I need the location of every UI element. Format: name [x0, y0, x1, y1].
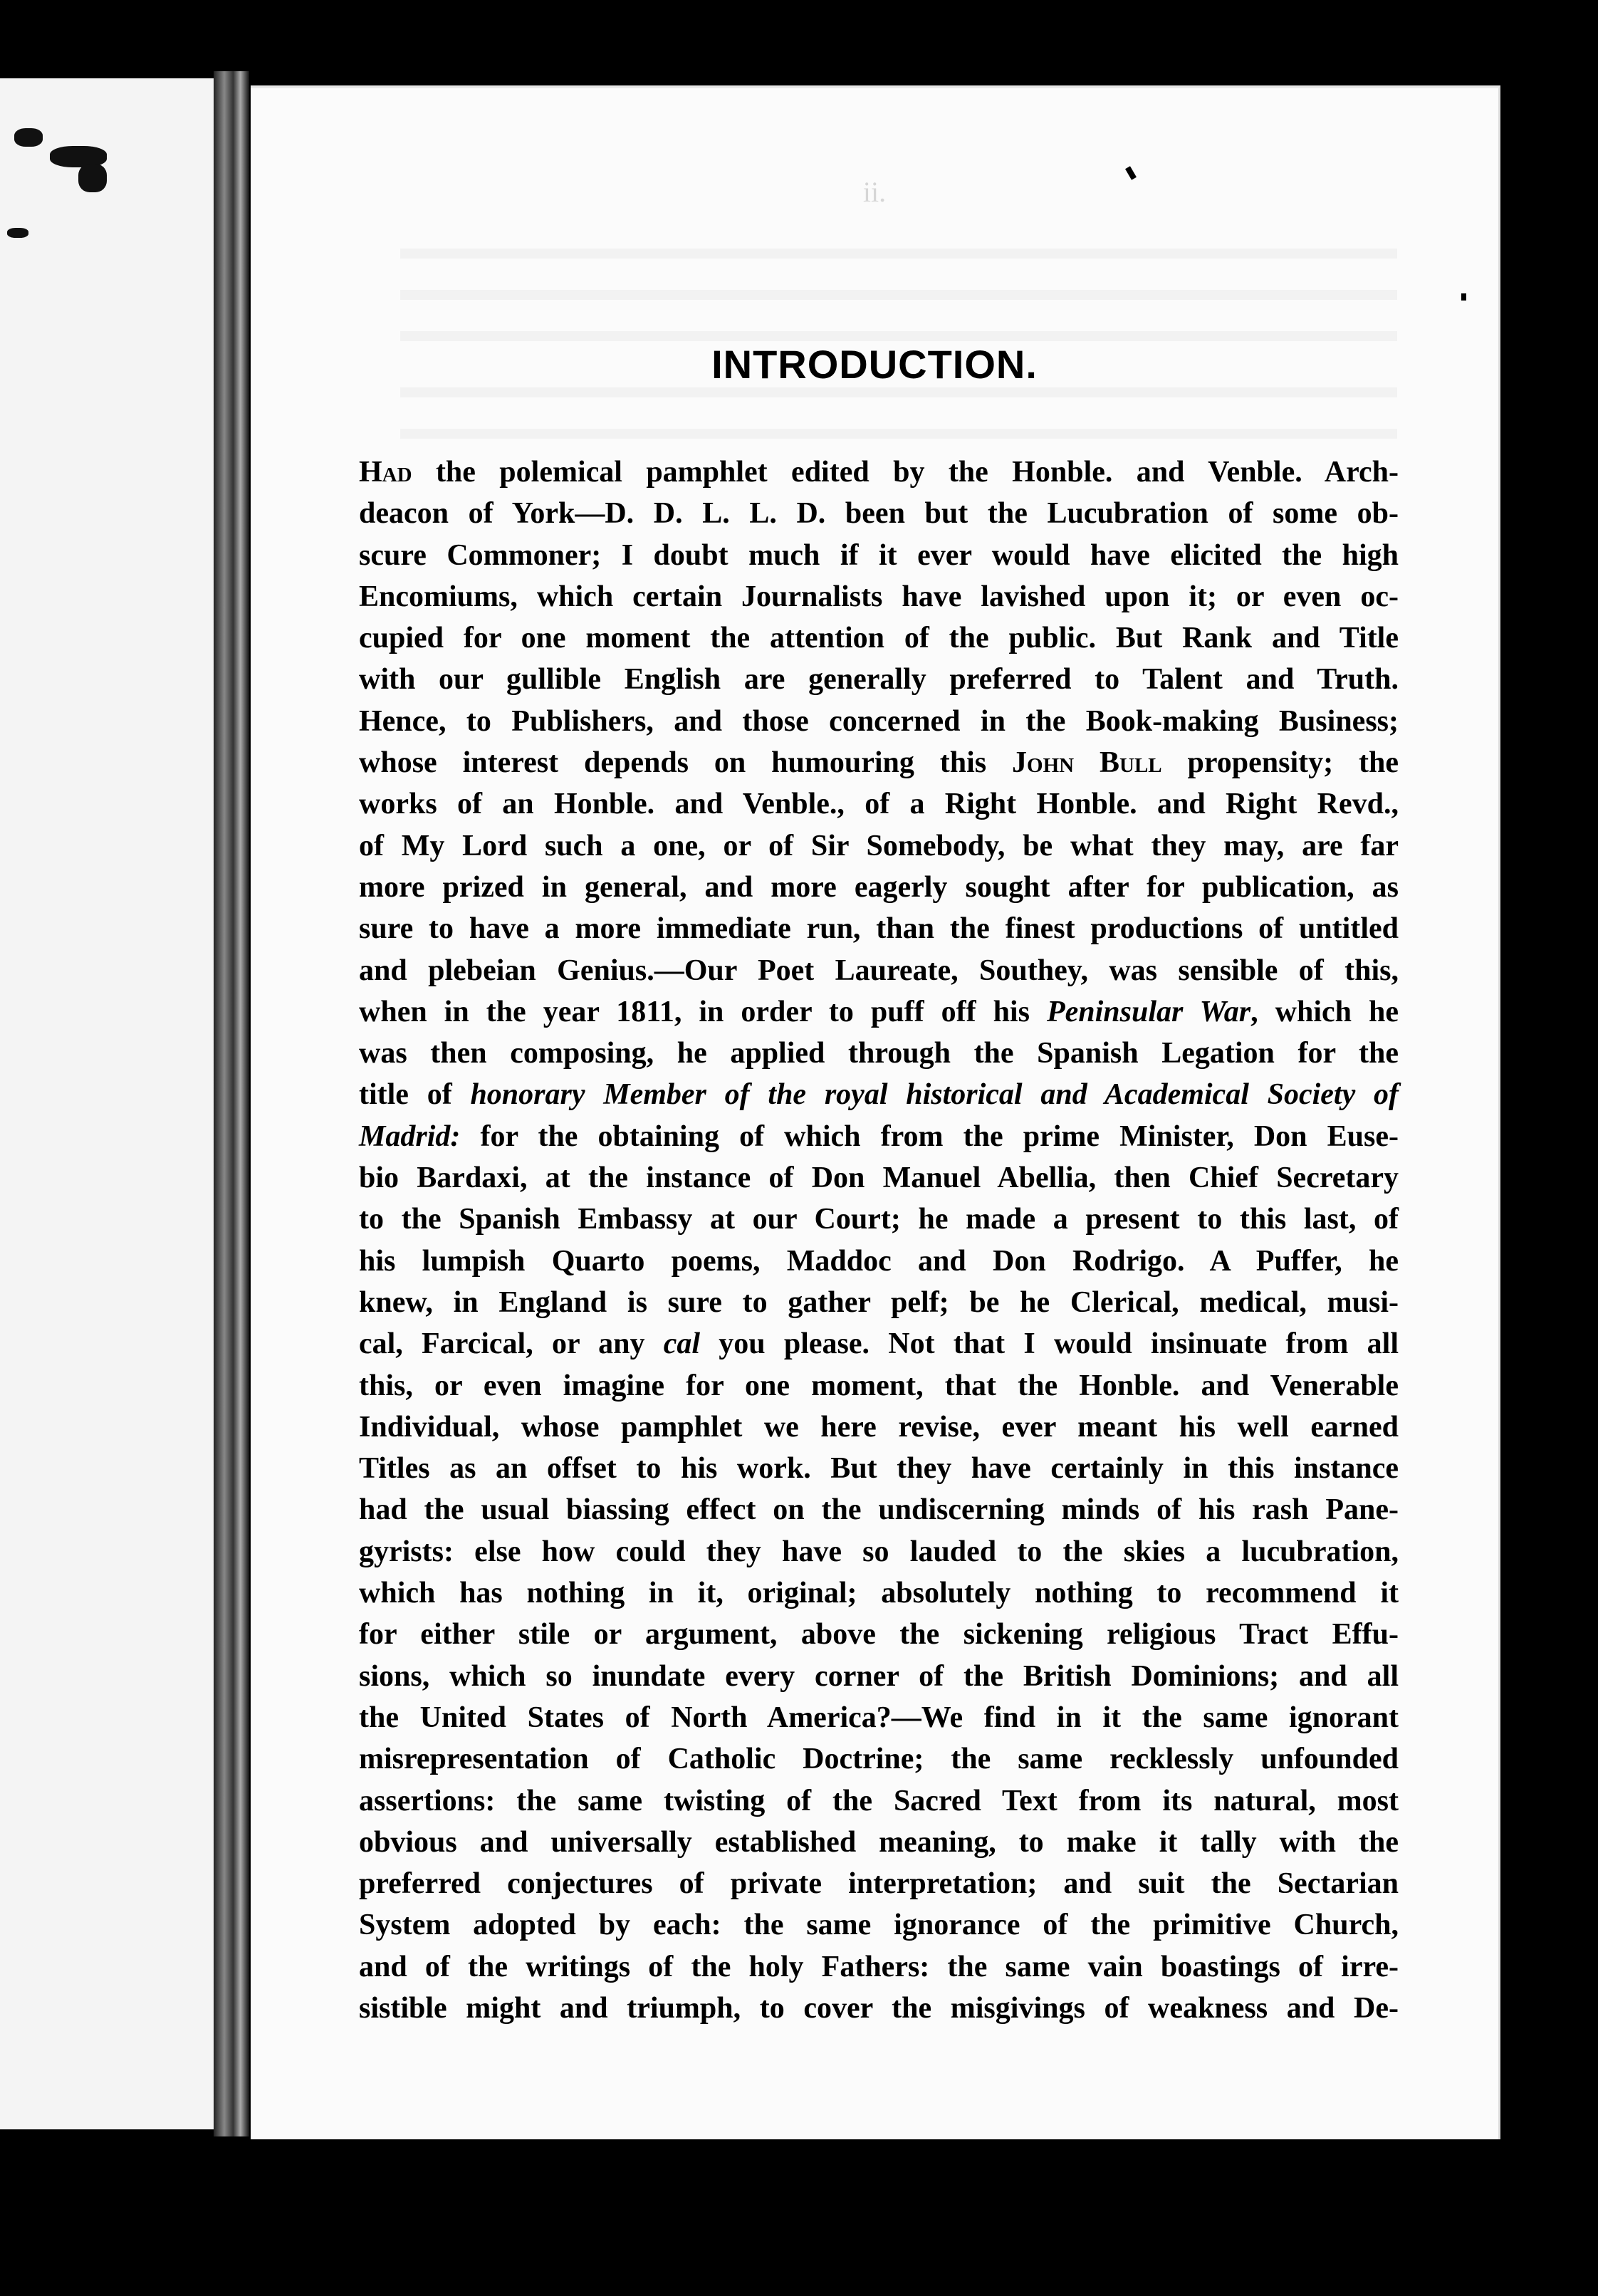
- text-run: his lumpish Quarto poems, Maddoc and Don Rodrigo. A Puffer, he: [359, 1244, 1399, 1278]
- text-line: [359, 1365, 1399, 1407]
- faint-page-number: ii.: [862, 176, 887, 208]
- body-text: [359, 452, 1399, 2029]
- text-line: [359, 1738, 1399, 1780]
- text-run: you please. Not that I would insinuate from all: [700, 1327, 1399, 1361]
- text-run: misrepresentation of Catholic Doctrine; the same recklessly unfounded: [359, 1743, 1399, 1776]
- show-through-text: [400, 331, 1397, 341]
- text-run: title of: [359, 1078, 471, 1112]
- text-line: [359, 701, 1399, 742]
- text-line: [359, 1572, 1399, 1614]
- show-through-text: [400, 249, 1397, 259]
- dropcap-text-run: Had: [359, 456, 412, 489]
- text-run: to the Spanish Embassy at our Court; he made a present to this last, of: [359, 1203, 1399, 1236]
- text-line: [359, 452, 1399, 493]
- text-line: [359, 1988, 1399, 2029]
- text-run: Hence, to Publishers, and those concerned in the Book-making Business;: [359, 704, 1399, 738]
- ink-blot: [7, 228, 28, 238]
- smallcaps-text-run: John Bull: [1012, 746, 1162, 780]
- text-run: when in the year 1811, in order to puff off his: [359, 995, 1047, 1028]
- show-through-text: [400, 290, 1397, 300]
- text-run: scure Commoner; I doubt much if it ever would have elicited the high: [359, 538, 1399, 572]
- text-run: , which he: [1250, 995, 1399, 1028]
- text-run: whose interest depends on humouring this: [359, 746, 1013, 780]
- text-line: [359, 1489, 1399, 1530]
- italic-text-run: Peninsular War: [1046, 995, 1251, 1028]
- text-run: Titles as an offset to his work. But they have certainly in this instance: [359, 1452, 1399, 1486]
- text-run: gyrists: else how could they have so lauded to the skies a lucubration,: [359, 1535, 1399, 1568]
- text-run: and plebeian Genius.—Our Poet Laureate, Southey, was sensible of this,: [359, 954, 1399, 987]
- text-run: cal, Farcical, or any: [359, 1327, 664, 1361]
- italic-text-run: cal: [663, 1327, 700, 1361]
- margin-mark: [1569, 185, 1582, 235]
- margin-mark: [1461, 293, 1466, 301]
- text-run: which has nothing in it, original; absolutely nothing to recommend it: [359, 1577, 1399, 1610]
- text-line: [359, 1656, 1399, 1697]
- page-title: INTRODUCTION.: [711, 342, 1038, 387]
- text-run: Encomiums, which certain Journalists have lavished upon it; or even oc-: [359, 580, 1399, 613]
- text-run: sions, which so inundate every corner of the British Dominions; and all: [359, 1659, 1399, 1693]
- text-run: had the usual biassing effect on the undiscerning minds of his rash Pane-: [359, 1493, 1399, 1527]
- text-run: deacon of York—D. D. L. L. D. been but the Lucubration of some ob-: [359, 497, 1399, 531]
- text-line: [359, 1863, 1399, 1904]
- text-line: [359, 493, 1399, 534]
- text-run: knew, in England is sure to gather pelf; be he Clerical, medical, musi-: [359, 1285, 1399, 1319]
- text-line: [359, 1614, 1399, 1655]
- italic-text-run: honorary Member of the royal historical and Academical Society of: [470, 1078, 1399, 1112]
- book-gutter: [214, 71, 249, 2136]
- text-line: [359, 1448, 1399, 1489]
- text-line: [359, 742, 1399, 783]
- text-line: [359, 908, 1399, 949]
- text-line: [359, 576, 1399, 617]
- text-line: [359, 535, 1399, 576]
- text-line: [359, 783, 1399, 825]
- text-run: propensity; the: [1161, 746, 1399, 780]
- text-run: preferred conjectures of private interpretation; and suit the Sectarian: [359, 1867, 1399, 1901]
- text-run: was then composing, he applied through the Spanish Legation for the: [359, 1037, 1399, 1070]
- text-line: [359, 1822, 1399, 1863]
- text-run: bio Bardaxi, at the instance of Don Manuel Abellia, then Chief Secretary: [359, 1162, 1399, 1195]
- text-line: [359, 991, 1399, 1033]
- show-through-text: [400, 387, 1397, 397]
- text-run: Individual, whose pamphlet we here revise, ever meant his well earned: [359, 1410, 1399, 1444]
- text-line: [359, 1241, 1399, 1282]
- text-run: assertions: the same twisting of the Sacred Text from its natural, most: [359, 1784, 1399, 1817]
- text-line: [359, 617, 1399, 659]
- text-line: [359, 1116, 1399, 1157]
- italic-text-run: Madrid:: [359, 1120, 461, 1153]
- text-line: [359, 1033, 1399, 1074]
- text-run: of My Lord such a one, or of Sir Somebody, be what they may, are far: [359, 829, 1399, 862]
- text-line: [359, 1157, 1399, 1199]
- text-run: sure to have a more immediate run, than the finest productions of untitled: [359, 912, 1399, 946]
- text-line: [359, 1904, 1399, 1946]
- text-line: [359, 1074, 1399, 1115]
- text-line: [359, 659, 1399, 700]
- text-line: [359, 1323, 1399, 1364]
- text-run: more prized in general, and more eagerly sought after for publication, as: [359, 870, 1399, 904]
- text-line: [359, 1531, 1399, 1572]
- text-line: [359, 825, 1399, 867]
- show-through-text: [400, 429, 1397, 439]
- text-run: for either stile or argument, above the sickening religious Tract Effu-: [359, 1618, 1399, 1651]
- text-run: works of an Honble. and Venble., of a Right Honble. and Right Revd.,: [359, 788, 1399, 821]
- text-line: [359, 950, 1399, 991]
- ink-blot: [78, 164, 107, 192]
- text-run: System adopted by each: the same ignorance of the primitive Church,: [359, 1909, 1399, 1942]
- text-line: [359, 867, 1399, 908]
- text-run: with our gullible English are generally preferred to Talent and Truth.: [359, 663, 1399, 696]
- book-page: [251, 85, 1500, 2139]
- text-line: [359, 1407, 1399, 1448]
- text-run: and of the writings of the holy Fathers: the same vain boastings of irre-: [359, 1950, 1399, 1983]
- text-line: [359, 1199, 1399, 1240]
- text-run: sistible might and triumph, to cover the misgivings of weakness and De-: [359, 1991, 1399, 2025]
- text-run: obvious and universally established meaning, to make it tally with the: [359, 1825, 1399, 1859]
- text-run: this, or even imagine for one moment, that the Honble. and Venerable: [359, 1369, 1399, 1402]
- text-run: for the obtaining of which from the prime Minister, Don Euse-: [460, 1120, 1399, 1153]
- text-line: [359, 1946, 1399, 1988]
- text-run: the polemical pamphlet edited by the Honble. and Venble. Arch-: [412, 456, 1399, 489]
- text-run: the United States of North America?—We find in it the same ignorant: [359, 1701, 1399, 1734]
- text-run: cupied for one moment the attention of the public. But Rank and Title: [359, 622, 1399, 655]
- left-page-edge: [0, 78, 214, 2129]
- ink-blot: [14, 128, 43, 147]
- text-line: [359, 1780, 1399, 1822]
- text-line: [359, 1282, 1399, 1323]
- text-line: [359, 1697, 1399, 1738]
